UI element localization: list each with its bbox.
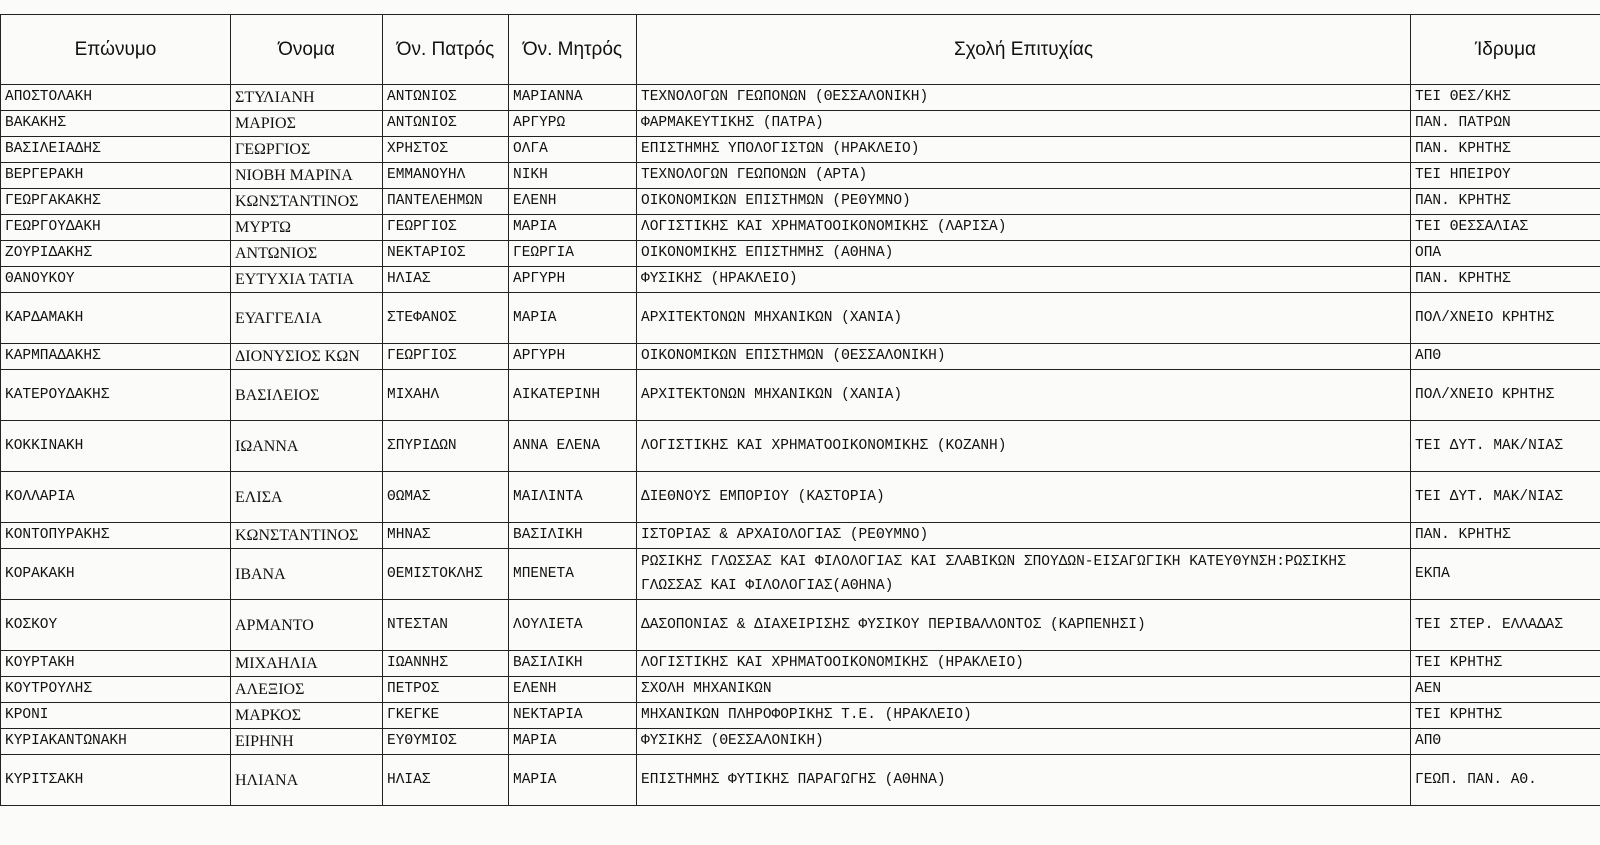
cell-surname: ΑΠΟΣΤΟΛΑΚΗ: [1, 85, 231, 111]
header-name: Όνομα: [231, 15, 383, 85]
cell-name: ΙΩΑΝΝΑ: [231, 421, 383, 472]
header-mother-name: Όν. Μητρός: [509, 15, 637, 85]
cell-mother-name: ΜΑΡΙΑ: [509, 293, 637, 344]
table-row: [1, 293, 1600, 344]
cell-father-name: ΜΗΝΑΣ: [383, 523, 509, 549]
table-body: [1, 85, 1600, 806]
cell-institution: ΕΚΠΑ: [1411, 549, 1600, 600]
cell-surname: ΚΟΡΑΚΑΚΗ: [1, 549, 231, 600]
cell-institution: ΑΕΝ: [1411, 677, 1600, 703]
cell-mother-name: ΑΡΓΥΡΩ: [509, 111, 637, 137]
cell-institution: ΓΕΩΠ. ΠΑΝ. ΑΘ.: [1411, 755, 1600, 806]
cell-school: ΔΑΣΟΠΟΝΙΑΣ & ΔΙΑΧΕΙΡΙΣΗΣ ΦΥΣΙΚΟΥ ΠΕΡΙΒΑΛΛΟΝΤΟΣ (ΚΑΡΠΕΝΗΣΙ): [637, 600, 1411, 651]
cell-surname: ΓΕΩΡΓΑΚΑΚΗΣ: [1, 189, 231, 215]
cell-mother-name: ΝΙΚΗ: [509, 163, 637, 189]
table-row: [1, 755, 1600, 806]
cell-name: ΕΥΤΥΧΙΑ ΤΑΤΙΑ: [231, 267, 383, 293]
cell-name: ΜΥΡΤΩ: [231, 215, 383, 241]
cell-school: ΑΡΧΙΤΕΚΤΟΝΩΝ ΜΗΧΑΝΙΚΩΝ (ΧΑΝΙΑ): [637, 293, 1411, 344]
cell-mother-name: ΑΙΚΑΤΕΡΙΝΗ: [509, 370, 637, 421]
cell-father-name: ΕΜΜΑΝΟΥΗΛ: [383, 163, 509, 189]
cell-surname: ΚΥΡΙΤΣΑΚΗ: [1, 755, 231, 806]
cell-name: ΑΝΤΩΝΙΟΣ: [231, 241, 383, 267]
table-row: [1, 189, 1600, 215]
header-father-name: Όν. Πατρός: [383, 15, 509, 85]
cell-name: ΜΙΧΑΗΛΙΑ: [231, 651, 383, 677]
cell-father-name: ΠΑΝΤΕΛΕΗΜΩΝ: [383, 189, 509, 215]
cell-institution: ΑΠΘ: [1411, 344, 1600, 370]
cell-father-name: ΘΕΜΙΣΤΟΚΛΗΣ: [383, 549, 509, 600]
cell-institution: ΤΕΙ ΘΕΣ/ΚΗΣ: [1411, 85, 1600, 111]
cell-institution: ΠΑΝ. ΚΡΗΤΗΣ: [1411, 137, 1600, 163]
cell-school: ΟΙΚΟΝΟΜΙΚΩΝ ΕΠΙΣΤΗΜΩΝ (ΡΕΘΥΜΝΟ): [637, 189, 1411, 215]
cell-school: ΛΟΓΙΣΤΙΚΗΣ ΚΑΙ ΧΡΗΜΑΤΟΟΙΚΟΝΟΜΙΚΗΣ (ΛΑΡΙΣΑ): [637, 215, 1411, 241]
cell-surname: ΚΑΡΔΑΜΑΚΗ: [1, 293, 231, 344]
cell-father-name: ΜΙΧΑΗΛ: [383, 370, 509, 421]
cell-school: ΜΗΧΑΝΙΚΩΝ ΠΛΗΡΟΦΟΡΙΚΗΣ Τ.Ε. (ΗΡΑΚΛΕΙΟ): [637, 703, 1411, 729]
cell-father-name: ΓΚΕΓΚΕ: [383, 703, 509, 729]
table-row: [1, 677, 1600, 703]
cell-institution: ΠΑΝ. ΠΑΤΡΩΝ: [1411, 111, 1600, 137]
cell-school: ΛΟΓΙΣΤΙΚΗΣ ΚΑΙ ΧΡΗΜΑΤΟΟΙΚΟΝΟΜΙΚΗΣ (ΗΡΑΚΛΕΙΟ): [637, 651, 1411, 677]
cell-surname: ΚΟΣΚΟΥ: [1, 600, 231, 651]
cell-name: ΙΒΑΝΑ: [231, 549, 383, 600]
cell-surname: ΒΕΡΓΕΡΑΚΗ: [1, 163, 231, 189]
cell-surname: ΚΡΟΝΙ: [1, 703, 231, 729]
cell-name: ΕΛΙΣΑ: [231, 472, 383, 523]
cell-surname: ΚΟΥΤΡΟΥΛΗΣ: [1, 677, 231, 703]
cell-father-name: ΠΕΤΡΟΣ: [383, 677, 509, 703]
cell-school: ΡΩΣΙΚΗΣ ΓΛΩΣΣΑΣ ΚΑΙ ΦΙΛΟΛΟΓΙΑΣ ΚΑΙ ΣΛΑΒΙΚΩΝ ΣΠΟΥΔΩΝ-ΕΙΣΑΓΩΓΙΚΗ ΚΑΤΕΥΘΥΝΣΗ:ΡΩΣΙΚΗΣ ΓΛΩΣΣΑΣ ΚΑΙ ΦΙΛΟΛΟΓΙΑΣ(ΑΘΗΝΑ): [637, 549, 1411, 600]
cell-mother-name: ΑΡΓΥΡΗ: [509, 267, 637, 293]
cell-name: ΕΥΑΓΓΕΛΙΑ: [231, 293, 383, 344]
cell-surname: ΚΟΚΚΙΝΑΚΗ: [1, 421, 231, 472]
cell-mother-name: ΕΛΕΝΗ: [509, 189, 637, 215]
table-row: [1, 523, 1600, 549]
cell-mother-name: ΑΝΝΑ ΕΛΕΝΑ: [509, 421, 637, 472]
cell-institution: ΠΑΝ. ΚΡΗΤΗΣ: [1411, 267, 1600, 293]
cell-mother-name: ΕΛΕΝΗ: [509, 677, 637, 703]
header-school: Σχολή Επιτυχίας: [637, 15, 1411, 85]
cell-mother-name: ΜΑΡΙΑΝΝΑ: [509, 85, 637, 111]
cell-name: ΑΡΜΑΝΤΟ: [231, 600, 383, 651]
cell-surname: ΚΑΤΕΡΟΥΔΑΚΗΣ: [1, 370, 231, 421]
cell-name: ΜΑΡΙΟΣ: [231, 111, 383, 137]
cell-mother-name: ΑΡΓΥΡΗ: [509, 344, 637, 370]
cell-surname: ΒΑΣΙΛΕΙΑΔΗΣ: [1, 137, 231, 163]
cell-school: ΔΙΕΘΝΟΥΣ ΕΜΠΟΡΙΟΥ (ΚΑΣΤΟΡΙΑ): [637, 472, 1411, 523]
cell-institution: ΤΕΙ ΗΠΕΙΡΟΥ: [1411, 163, 1600, 189]
cell-surname: ΒΑΚΑΚΗΣ: [1, 111, 231, 137]
cell-mother-name: ΜΑΡΙΑ: [509, 215, 637, 241]
cell-school: ΕΠΙΣΤΗΜΗΣ ΥΠΟΛΟΓΙΣΤΩΝ (ΗΡΑΚΛΕΙΟ): [637, 137, 1411, 163]
cell-school: ΦΥΣΙΚΗΣ (ΗΡΑΚΛΕΙΟ): [637, 267, 1411, 293]
table-row: [1, 600, 1600, 651]
cell-mother-name: ΓΕΩΡΓΙΑ: [509, 241, 637, 267]
cell-surname: ΚΟΛΛΑΡΙΑ: [1, 472, 231, 523]
cell-name: ΒΑΣΙΛΕΙΟΣ: [231, 370, 383, 421]
cell-institution: ΟΠΑ: [1411, 241, 1600, 267]
cell-school: ΣΧΟΛΗ ΜΗΧΑΝΙΚΩΝ: [637, 677, 1411, 703]
cell-name: ΗΛΙΑΝΑ: [231, 755, 383, 806]
table-row: [1, 241, 1600, 267]
cell-school: ΙΣΤΟΡΙΑΣ & ΑΡΧΑΙΟΛΟΓΙΑΣ (ΡΕΘΥΜΝΟ): [637, 523, 1411, 549]
cell-school: ΤΕΧΝΟΛΟΓΩΝ ΓΕΩΠΟΝΩΝ (ΘΕΣΣΑΛΟΝΙΚΗ): [637, 85, 1411, 111]
table-row: [1, 370, 1600, 421]
cell-institution: ΤΕΙ ΚΡΗΤΗΣ: [1411, 703, 1600, 729]
cell-name: ΚΩΝΣΤΑΝΤΙΝΟΣ: [231, 189, 383, 215]
cell-mother-name: ΜΑΙΛΙΝΤΑ: [509, 472, 637, 523]
table-row: [1, 729, 1600, 755]
cell-surname: ΚΥΡΙΑΚΑΝΤΩΝΑΚΗ: [1, 729, 231, 755]
cell-institution: ΤΕΙ ΔΥΤ. ΜΑΚ/ΝΙΑΣ: [1411, 472, 1600, 523]
cell-father-name: ΣΠΥΡΙΔΩΝ: [383, 421, 509, 472]
cell-father-name: ΧΡΗΣΤΟΣ: [383, 137, 509, 163]
cell-mother-name: ΜΠΕΝΕΤΑ: [509, 549, 637, 600]
cell-father-name: ΑΝΤΩΝΙΟΣ: [383, 85, 509, 111]
cell-father-name: ΗΛΙΑΣ: [383, 267, 509, 293]
cell-school: ΤΕΧΝΟΛΟΓΩΝ ΓΕΩΠΟΝΩΝ (ΑΡΤΑ): [637, 163, 1411, 189]
cell-name: ΚΩΝΣΤΑΝΤΙΝΟΣ: [231, 523, 383, 549]
table-row: [1, 421, 1600, 472]
cell-name: ΑΛΕΞΙΟΣ: [231, 677, 383, 703]
table-row: [1, 267, 1600, 293]
cell-institution: ΠΟΛ/ΧΝΕΙΟ ΚΡΗΤΗΣ: [1411, 370, 1600, 421]
cell-school: ΕΠΙΣΤΗΜΗΣ ΦΥΤΙΚΗΣ ΠΑΡΑΓΩΓΗΣ (ΑΘΗΝΑ): [637, 755, 1411, 806]
cell-mother-name: ΛΟΥΛΙΕΤΑ: [509, 600, 637, 651]
cell-institution: ΠΟΛ/ΧΝΕΙΟ ΚΡΗΤΗΣ: [1411, 293, 1600, 344]
cell-father-name: ΝΕΚΤΑΡΙΟΣ: [383, 241, 509, 267]
cell-surname: ΖΟΥΡΙΔΑΚΗΣ: [1, 241, 231, 267]
cell-name: ΝΙΟΒΗ ΜΑΡΙΝΑ: [231, 163, 383, 189]
cell-father-name: ΕΥΘΥΜΙΟΣ: [383, 729, 509, 755]
cell-institution: ΑΠΘ: [1411, 729, 1600, 755]
header-surname: Επώνυμο: [1, 15, 231, 85]
cell-father-name: ΙΩΑΝΝΗΣ: [383, 651, 509, 677]
cell-surname: ΘΑΝΟΥΚΟΥ: [1, 267, 231, 293]
header-row: [1, 15, 1600, 85]
cell-mother-name: ΒΑΣΙΛΙΚΗ: [509, 651, 637, 677]
cell-surname: ΚΟΝΤΟΠΥΡΑΚΗΣ: [1, 523, 231, 549]
table-row: [1, 651, 1600, 677]
cell-mother-name: ΒΑΣΙΛΙΚΗ: [509, 523, 637, 549]
table-row: [1, 549, 1600, 600]
table-row: [1, 163, 1600, 189]
cell-name: ΔΙΟΝΥΣΙΟΣ ΚΩΝ: [231, 344, 383, 370]
cell-name: ΕΙΡΗΝΗ: [231, 729, 383, 755]
table-row: [1, 215, 1600, 241]
cell-school: ΟΙΚΟΝΟΜΙΚΩΝ ΕΠΙΣΤΗΜΩΝ (ΘΕΣΣΑΛΟΝΙΚΗ): [637, 344, 1411, 370]
cell-school: ΟΙΚΟΝΟΜΙΚΗΣ ΕΠΙΣΤΗΜΗΣ (ΑΘΗΝΑ): [637, 241, 1411, 267]
table-row: [1, 111, 1600, 137]
cell-mother-name: ΜΑΡΙΑ: [509, 729, 637, 755]
cell-surname: ΓΕΩΡΓΟΥΔΑΚΗ: [1, 215, 231, 241]
cell-institution: ΤΕΙ ΘΕΣΣΑΛΙΑΣ: [1411, 215, 1600, 241]
header-institution: Ίδρυμα: [1411, 15, 1600, 85]
cell-institution: ΤΕΙ ΔΥΤ. ΜΑΚ/ΝΙΑΣ: [1411, 421, 1600, 472]
cell-mother-name: ΝΕΚΤΑΡΙΑ: [509, 703, 637, 729]
cell-institution: ΤΕΙ ΚΡΗΤΗΣ: [1411, 651, 1600, 677]
cell-school: ΑΡΧΙΤΕΚΤΟΝΩΝ ΜΗΧΑΝΙΚΩΝ (ΧΑΝΙΑ): [637, 370, 1411, 421]
table-row: [1, 344, 1600, 370]
cell-institution: ΠΑΝ. ΚΡΗΤΗΣ: [1411, 523, 1600, 549]
cell-surname: ΚΑΡΜΠΑΔΑΚΗΣ: [1, 344, 231, 370]
cell-surname: ΚΟΥΡΤΑΚΗ: [1, 651, 231, 677]
cell-school: ΦΥΣΙΚΗΣ (ΘΕΣΣΑΛΟΝΙΚΗ): [637, 729, 1411, 755]
table-row: [1, 472, 1600, 523]
cell-father-name: ΓΕΩΡΓΙΟΣ: [383, 215, 509, 241]
cell-mother-name: ΟΛΓΑ: [509, 137, 637, 163]
cell-father-name: ΘΩΜΑΣ: [383, 472, 509, 523]
cell-father-name: ΝΤΕΣΤΑΝ: [383, 600, 509, 651]
cell-school: ΛΟΓΙΣΤΙΚΗΣ ΚΑΙ ΧΡΗΜΑΤΟΟΙΚΟΝΟΜΙΚΗΣ (ΚΟΖΑΝΗ): [637, 421, 1411, 472]
cell-name: ΣΤΥΛΙΑΝΗ: [231, 85, 383, 111]
cell-mother-name: ΜΑΡΙΑ: [509, 755, 637, 806]
cell-father-name: ΓΕΩΡΓΙΟΣ: [383, 344, 509, 370]
cell-father-name: ΗΛΙΑΣ: [383, 755, 509, 806]
table-row: [1, 703, 1600, 729]
cell-school: ΦΑΡΜΑΚΕΥΤΙΚΗΣ (ΠΑΤΡΑ): [637, 111, 1411, 137]
cell-father-name: ΣΤΕΦΑΝΟΣ: [383, 293, 509, 344]
cell-name: ΓΕΩΡΓΙΟΣ: [231, 137, 383, 163]
results-sheet: [0, 14, 1600, 806]
table-row: [1, 85, 1600, 111]
results-table: [0, 14, 1600, 806]
cell-institution: ΤΕΙ ΣΤΕΡ. ΕΛΛΑΔΑΣ: [1411, 600, 1600, 651]
cell-name: ΜΑΡΚΟΣ: [231, 703, 383, 729]
cell-institution: ΠΑΝ. ΚΡΗΤΗΣ: [1411, 189, 1600, 215]
cell-father-name: ΑΝΤΩΝΙΟΣ: [383, 111, 509, 137]
table-row: [1, 137, 1600, 163]
